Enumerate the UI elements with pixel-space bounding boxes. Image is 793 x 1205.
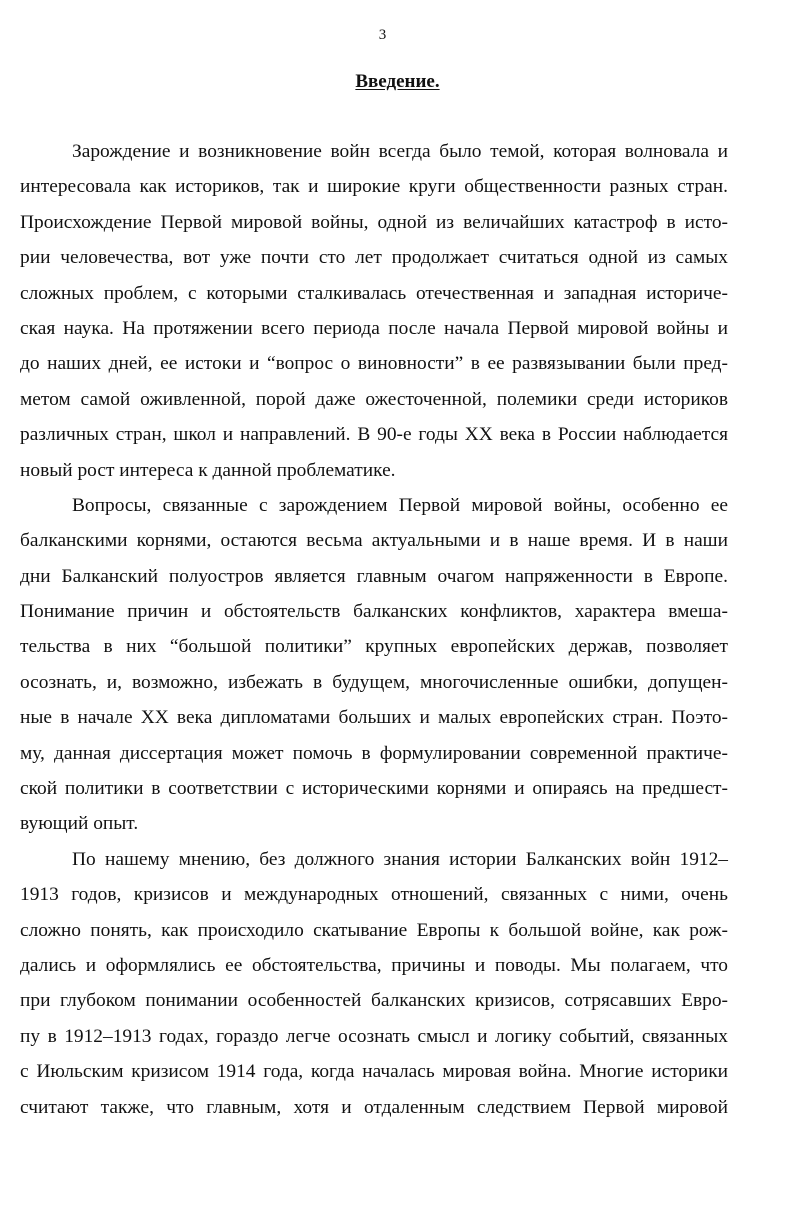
paragraph-line: ская наука. На протяжении всего периода после начала Первой мировой войны и xyxy=(20,317,728,339)
paragraph-line: до наших дней, ее истоки и “вопрос о виновности” в ее развязывании были пред- xyxy=(20,353,728,375)
paragraph-line: балканскими корнями, остаются весьма актуальными и в наше время. И в наши xyxy=(20,530,728,552)
paragraph-line: По нашему мнению, без должного знания истории Балканских войн 1912– xyxy=(72,848,728,870)
paragraph-line: Происхождение Первой мировой войны, одной из величайших катастроф в исто- xyxy=(20,211,728,233)
paragraph-line: новый рост интереса к данной проблематике. xyxy=(20,459,396,481)
paragraph-line: ской политики в соответствии с историческими корнями и опираясь на предшест- xyxy=(20,778,728,800)
paragraph-line: ные в начале XX века дипломатами больших и малых европейских стран. Поэто- xyxy=(20,707,728,729)
paragraph-line: 1913 годов, кризисов и международных отношений, связанных с ними, очень xyxy=(20,884,728,906)
paragraph-line: сложных проблем, с которыми сталкивалась отечественная и западная историче- xyxy=(20,282,728,304)
body-text xyxy=(20,134,728,1125)
page-number: 3 xyxy=(378,27,387,43)
page-title: Введение. xyxy=(355,71,440,92)
paragraph-line: сложно понять, как происходило скатывание Европы к большой войне, как рож- xyxy=(20,919,728,941)
paragraph-line: считают также, что главным, хотя и отдаленным следствием Первой мировой xyxy=(20,1096,728,1118)
paragraph-line: дни Балканский полуостров является главным очагом напряженности в Европе. xyxy=(20,565,728,587)
paragraph-line: Понимание причин и обстоятельств балканских конфликтов, характера вмеша- xyxy=(20,601,728,623)
paragraph-line: рии человечества, вот уже почти сто лет продолжает считаться одной из самых xyxy=(20,247,728,269)
paragraph-line: при глубоком понимании особенностей балканских кризисов, сотрясавших Евро- xyxy=(20,990,728,1012)
paragraph-line: с Июльским кризисом 1914 года, когда началась мировая война. Многие историки xyxy=(20,1061,728,1083)
paragraph-line: интересовала как историков, так и широкие круги общественности разных стран. xyxy=(20,176,728,198)
paragraph-line: Зарождение и возникновение войн всегда было темой, которая волновала и xyxy=(72,141,728,162)
paragraph-line: тельства в них “большой политики” крупных европейских держав, позволяет xyxy=(20,636,728,658)
paragraph-line: му, данная диссертация может помочь в формулировании современной практиче- xyxy=(20,742,728,764)
paragraph-line: метом самой оживленной, порой даже ожесточенной, полемики среди историков xyxy=(20,388,728,410)
paragraph-line: вующий опыт. xyxy=(20,813,139,835)
paragraph-line: дались и оформлялись ее обстоятельства, причины и поводы. Мы полагаем, что xyxy=(20,954,728,976)
paragraph-line: Вопросы, связанные с зарождением Первой мировой войны, особенно ее xyxy=(72,494,728,516)
paragraph-line: различных стран, школ и направлений. В 90-е годы XX века в России наблюдается xyxy=(20,424,728,446)
paragraph-line: осознать, и, возможно, избежать в будущем, многочисленные ошибки, допущен- xyxy=(20,671,728,693)
paragraph-line: пу в 1912–1913 годах, гораздо легче осознать смысл и логику событий, связанных xyxy=(20,1025,728,1047)
